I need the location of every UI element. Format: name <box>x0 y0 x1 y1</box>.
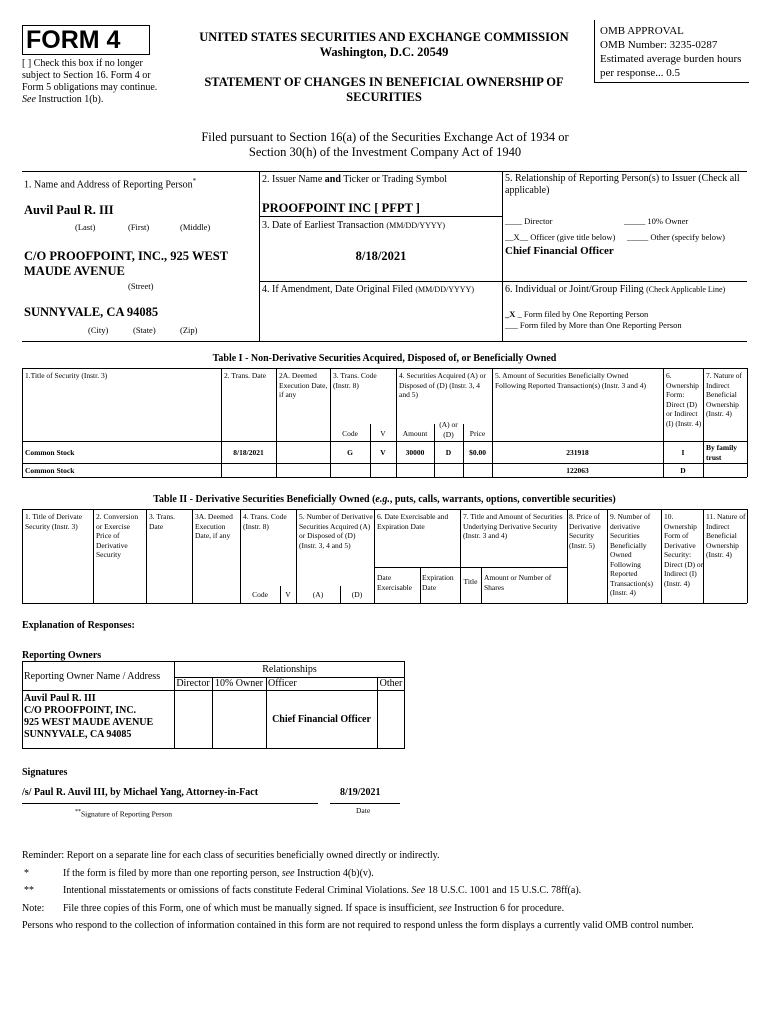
t2-h6: 6. Date Exercisable and Expiration Date <box>377 512 449 531</box>
t1-h6: 6. Ownership Form: Direct (D) or Indirect (I) (Instr. 4) <box>666 371 702 428</box>
reporting-person-city: SUNNYVALE, CA 94085 <box>24 305 159 319</box>
t2-h1: 1. Title of Derivate Security (Instr. 3) <box>25 512 83 531</box>
t1-r2-form: D <box>680 466 686 475</box>
t1-sub-code: Code <box>342 429 358 438</box>
filed-pursuant: Filed pursuant to Section 16(a) of the Securities Exchange Act of 1934 or Section 30(h) of the Investment Company Act of 1940 <box>201 130 569 159</box>
t1-r1-v: V <box>380 448 386 457</box>
reporting-person-name: Auvil Paul R. III <box>24 203 114 217</box>
statement-title: STATEMENT OF CHANGES IN BENEFICIAL OWNERSHIP OF SECURITIES <box>204 75 564 104</box>
t1-r1-code: G <box>347 448 353 457</box>
agency-location: Washington, D.C. 20549 <box>319 45 449 59</box>
signature-date: 8/19/2021 <box>340 787 381 798</box>
omb-approval: OMB APPROVAL OMB Number: 3235-0287 Estimated average burden hours per response... 0.5 <box>600 25 742 79</box>
box2-label: 2. Issuer Name and Ticker or Trading Symbol <box>262 174 448 185</box>
agency-name: UNITED STATES SECURITIES AND EXCHANGE COMMISSION <box>199 30 569 44</box>
t1-h5: 5. Amount of Securities Beneficially Owned Following Reported Transaction(s) (Instr. 3 and 4) <box>495 371 647 390</box>
filing-one-person: _X _ Form filed by One Reporting Person <box>505 309 649 319</box>
table1-title: Table I - Non-Derivative Securities Acquired, Disposed of, or Beneficially Owned <box>212 353 557 364</box>
t2-h3: 3. Trans. Date <box>149 512 176 531</box>
t1-h2: 2. Trans. Date <box>224 371 267 380</box>
note1: If the form is filed by more than one reporting person, see Instruction 4(b)(v). <box>63 868 374 879</box>
col-owner-name: Reporting Owner Name / Address <box>24 671 161 682</box>
t2-sub-a: (A) <box>312 590 324 599</box>
relationship-director: ____ Director <box>505 216 553 226</box>
officer-title: Chief Financial Officer <box>505 245 614 257</box>
t1-r1-owned: 231918 <box>566 448 589 457</box>
t2-h5: 5. Number of Derivative Securities Acquired (A) or Disposed of (D) (Instr. 3, 4 and 5) <box>299 512 373 550</box>
col-director: Director <box>176 678 210 689</box>
note1-mark: * <box>24 868 29 879</box>
t1-r2-owned: 122063 <box>566 466 589 475</box>
box5-label: 5. Relationship of Reporting Person(s) to Issuer (Check all applicable) <box>505 173 740 196</box>
date-label: Date <box>356 806 371 815</box>
col-other: Other <box>379 678 403 689</box>
t2-h8: 8. Price of Derivative Security (Instr. 5) <box>569 512 601 550</box>
form-title: FORM 4 <box>26 26 121 54</box>
note3-mark: Note: <box>22 903 45 914</box>
note2-mark: ** <box>24 885 34 896</box>
t1-r1-form: I <box>681 448 685 457</box>
t2-sub-code: Code <box>252 590 268 599</box>
t2-sub-v: V <box>285 590 291 599</box>
col-ten-percent: 10% Owner <box>214 678 264 689</box>
col-officer: Officer <box>268 678 297 689</box>
box3-label: 3. Date of Earliest Transaction (MM/DD/YYYY) <box>262 220 446 231</box>
owner-officer-title: Chief Financial Officer <box>272 714 371 725</box>
no-longer-subject-checkbox: [ ] Check this box if no longer subject to Section 16. Form 4 or Form 5 obligations may continue. See Instruction 1(b). <box>22 58 158 105</box>
t2-sub-title: Title <box>463 577 478 586</box>
col-relationships: Relationships <box>262 664 317 675</box>
relationship-officer: __X__ Officer (give title below) <box>505 232 616 242</box>
t2-h3a: 3A. Deemed Execution Date, if any <box>195 512 233 540</box>
signatures-heading: Signatures <box>22 767 68 778</box>
label-first: (First) <box>128 222 150 232</box>
filing-more-persons: ___ Form filed by More than One Reporting Person <box>505 320 682 330</box>
t2-h11: 11. Nature of Indirect Beneficial Ownership (Instr. 4) <box>706 512 746 559</box>
relationship-other: _____ Other (specify below) <box>627 232 725 242</box>
t1-h7: 7. Nature of Indirect Beneficial Ownership (Instr. 4) <box>706 371 743 418</box>
t2-sub-amount: Amount or Number of Shares <box>484 573 552 592</box>
t1-sub-aord: (A) or (D) <box>439 420 458 439</box>
box6-label: 6. Individual or Joint/Group Filing (Check Applicable Line) <box>505 284 726 295</box>
explanation-heading: Explanation of Responses: <box>22 620 135 631</box>
earliest-transaction-date: 8/18/2021 <box>355 249 407 263</box>
t2-sub-exp: Expiration Date <box>422 573 454 592</box>
label-zip: (Zip) <box>180 325 198 335</box>
t1-r2-title: Common Stock <box>25 466 75 475</box>
label-middle: (Middle) <box>180 222 211 232</box>
t2-h9: 9. Number of derivative Securities Beneficially Owned Following Reported Transaction(s) (Instr. 4) <box>610 512 654 597</box>
t1-sub-v: V <box>380 429 386 438</box>
box4-label: 4. If Amendment, Date Original Filed (MM/DD/YYYY) <box>262 284 474 295</box>
label-last: (Last) <box>75 222 96 232</box>
label-city: (City) <box>88 325 109 335</box>
signature-label: **Signature of Reporting Person <box>75 809 173 819</box>
t2-h7: 7. Title and Amount of Securities Underlying Derivative Security (Instr. 3 and 4) <box>463 512 563 540</box>
t1-r1-amount: 30000 <box>405 448 425 457</box>
label-state: (State) <box>133 325 156 335</box>
t1-sub-amount: Amount <box>402 429 428 438</box>
t1-r1-nature: By family trust <box>706 443 738 462</box>
box1-label: 1. Name and Address of Reporting Person* <box>24 177 197 191</box>
t1-r1-aord: D <box>445 448 452 457</box>
reminder: Reminder: Report on a separate line for each class of securities beneficially owned directly or indirectly. <box>22 850 440 861</box>
signature-text: /s/ Paul R. Auvil III, by Michael Yang, Attorney-in-Fact <box>22 787 259 798</box>
t2-h2: 2. Conversion or Exercise Price of Derivative Security <box>96 512 139 559</box>
issuer-name: PROOFPOINT INC [ PFPT ] <box>262 201 420 215</box>
note2: Intentional misstatements or omissions of facts constitute Federal Criminal Violations. See 18 U.S.C. 1001 and 15 U.S.C. 78ff(a). <box>63 885 582 896</box>
note3: File three copies of this Form, one of which must be manually signed. If space is insufficient, see Instruction 6 for procedure. <box>63 903 565 914</box>
t2-h10: 10. Ownership Form of Derivative Security: Direct (D) or Indirect (I) (Instr. 4) <box>664 512 704 588</box>
label-street: (Street) <box>128 281 154 291</box>
t1-h3: 3. Trans. Code (Instr. 8) <box>333 371 377 390</box>
relationship-ten-percent: _____ 10% Owner <box>624 216 689 226</box>
t1-r1-date: 8/18/2021 <box>233 448 264 457</box>
t1-sub-price: Price <box>469 429 486 438</box>
table2-title: Table II - Derivative Securities Beneficially Owned (e.g., puts, calls, warrants, options, convertible securities) <box>153 494 616 505</box>
t2-sub-d: (D) <box>351 590 363 599</box>
t1-h2a: 2A. Deemed Execution Date, if any <box>279 371 328 399</box>
persons-notice: Persons who respond to the collection of information contained in this form are not required to respond unless the form displays a currently valid OMB control number. <box>22 920 694 931</box>
reporting-person-street: C/O PROOFPOINT, INC., 925 WEST MAUDE AVENUE <box>24 249 228 278</box>
owner-name-address: Auvil Paul R. III C/O PROOFPOINT, INC. 925 WEST MAUDE AVENUE SUNNYVALE, CA 94085 <box>24 693 154 740</box>
t2-sub-date-ex: Date Exercisable <box>377 573 412 592</box>
t1-h1: 1.Title of Security (Instr. 3) <box>25 371 108 380</box>
t2-h4: 4. Trans. Code (Instr. 8) <box>243 512 287 531</box>
t1-h4: 4. Securities Acquired (A) or Disposed of (D) (Instr. 3, 4 and 5) <box>399 371 486 399</box>
t1-r1-price: $0.00 <box>469 448 486 457</box>
t1-r1-title: Common Stock <box>25 448 75 457</box>
reporting-owners-heading: Reporting Owners <box>22 650 102 661</box>
